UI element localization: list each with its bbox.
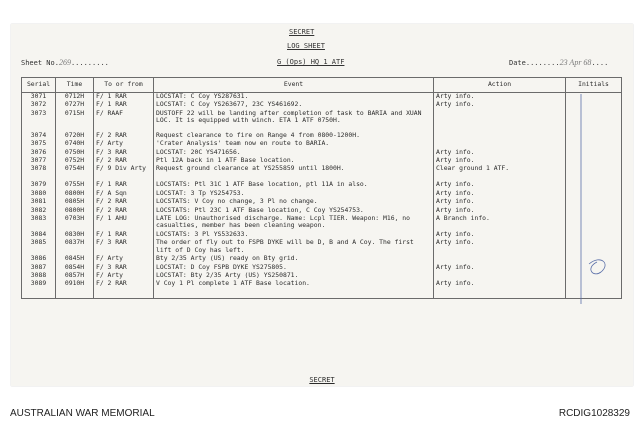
cell-serial: 3075 — [22, 140, 56, 148]
cell-time: 0720H — [56, 132, 94, 140]
col-action: Action — [434, 78, 566, 93]
table-row — [22, 140, 622, 148]
cell-to-from: F/ 1 AHU — [94, 215, 154, 231]
cell-to-from: F/ 1 RAR — [94, 181, 154, 189]
cell-to-from: F/ 2 RAR — [94, 132, 154, 140]
table-row — [22, 215, 622, 231]
log-table — [21, 77, 622, 299]
cell-serial: 3071 — [22, 93, 56, 102]
cell-action: Arty info. — [434, 157, 566, 165]
cell-to-from: F/ 3 RAR — [94, 239, 154, 255]
cell-action — [434, 140, 566, 148]
cell-serial: 3083 — [22, 215, 56, 231]
table-row — [22, 93, 622, 102]
classification-top: SECRET — [289, 28, 315, 36]
cell-serial: 3077 — [22, 157, 56, 165]
col-to-from: To or from — [94, 78, 154, 93]
table-row — [22, 280, 622, 299]
cell-time: 0910H — [56, 280, 94, 299]
cell-time: 0800H — [56, 207, 94, 215]
cell-action: Arty info. — [434, 231, 566, 239]
table-row — [22, 255, 622, 263]
table-row — [22, 231, 622, 239]
cell-event: 'Crater Analysis' team now en route to BARIA. — [154, 140, 434, 148]
cell-time: 0854H — [56, 264, 94, 272]
cell-serial: 3079 — [22, 181, 56, 189]
cell-time: 0754H — [56, 165, 94, 181]
cell-time: 0837H — [56, 239, 94, 255]
table-row — [22, 132, 622, 140]
cell-event: Request clearance to fire on Range 4 from 0800-1200H. — [154, 132, 434, 140]
table-row — [22, 165, 622, 181]
cell-time: 0830H — [56, 231, 94, 239]
cell-action: Arty info. — [434, 198, 566, 206]
cell-to-from: F/ 2 RAR — [94, 280, 154, 299]
cell-to-from: F/ 2 RAR — [94, 198, 154, 206]
cell-event: Bty 2/35 Arty (US) ready on Bty grid. — [154, 255, 434, 263]
table-row — [22, 149, 622, 157]
cell-serial: 3089 — [22, 280, 56, 299]
cell-time: 0750H — [56, 149, 94, 157]
cell-event: V Coy 1 Pl complete 1 ATF Base location. — [154, 280, 434, 299]
cell-to-from: F/ 9 Div Arty — [94, 165, 154, 181]
cell-time: 0727H — [56, 101, 94, 109]
cell-serial: 3084 — [22, 231, 56, 239]
cell-time: 0712H — [56, 93, 94, 102]
cell-time: 0845H — [56, 255, 94, 263]
unit-label: G (Ops) HQ 1 ATF — [277, 58, 345, 66]
cell-event: DUSTOFF 22 will be landing after completion of task to BARIA and XUAN LOC. It is equipped with winch. ETA 1 ATF 0750H. — [154, 110, 434, 132]
cell-action: A Branch info. — [434, 215, 566, 231]
cell-serial: 3074 — [22, 132, 56, 140]
cell-to-from: F/ 1 RAR — [94, 93, 154, 102]
cell-action: Arty info. — [434, 149, 566, 157]
cell-action: Arty info. — [434, 101, 566, 109]
cell-to-from: F/ Arty — [94, 140, 154, 148]
cell-action: Clear ground 1 ATF. — [434, 165, 566, 181]
table-row — [22, 264, 622, 272]
cell-action — [434, 255, 566, 263]
cell-serial: 3086 — [22, 255, 56, 263]
cell-time: 0805H — [56, 198, 94, 206]
cell-action — [434, 110, 566, 132]
caption-source: AUSTRALIAN WAR MEMORIAL — [10, 408, 155, 419]
cell-serial: 3078 — [22, 165, 56, 181]
cell-action: Arty info. — [434, 181, 566, 189]
cell-serial: 3080 — [22, 190, 56, 198]
cell-event: The order of fly out to FSPB DYKE will be D, B and A Coy. The first lift of D Coy has left. — [154, 239, 434, 255]
table-row — [22, 101, 622, 109]
document-title: LOG SHEET — [287, 42, 325, 50]
cell-event: LOCSTATS: V Coy no change, 3 Pl no change. — [154, 198, 434, 206]
cell-time: 0857H — [56, 272, 94, 280]
cell-to-from: F/ 1 RAR — [94, 231, 154, 239]
cell-to-from: F/ 2 RAR — [94, 157, 154, 165]
cell-action: Arty info. — [434, 207, 566, 215]
cell-event: LOCSTAT: C Coy YS263677, 23C YS461692. — [154, 101, 434, 109]
cell-event: Request ground clearance at YS255859 until 1800H. — [154, 165, 434, 181]
handwritten-mark — [571, 94, 631, 314]
cell-event: LOCSTAT: C Coy YS287631. — [154, 93, 434, 102]
cell-action: Arty info. — [434, 93, 566, 102]
table-row — [22, 198, 622, 206]
cell-to-from: F/ 2 RAR — [94, 207, 154, 215]
cell-time: 0752H — [56, 157, 94, 165]
cell-action: Arty info. — [434, 190, 566, 198]
sheet-date: Date........23 Apr 68.... — [509, 58, 609, 67]
cell-serial: 3081 — [22, 198, 56, 206]
cell-event: LATE LOG: Unauthorised discharge. Name: Lcpl TIER. Weapon: M16, no casualties, member has been cleaning weapon. — [154, 215, 434, 231]
cell-time: 0715H — [56, 110, 94, 132]
col-initials: Initials — [566, 78, 622, 93]
cell-to-from: F/ RAAF — [94, 110, 154, 132]
cell-serial: 3082 — [22, 207, 56, 215]
caption-id: RCDIG1028329 — [558, 408, 630, 419]
cell-action: Arty info. — [434, 239, 566, 255]
cell-event: LOCSTAT: 3 Tp YS254753. — [154, 190, 434, 198]
cell-action — [434, 132, 566, 140]
cell-to-from: F/ Arty — [94, 255, 154, 263]
cell-action: Arty info. — [434, 280, 566, 299]
cell-event: LOCSTAT: D Coy FSPB DYKE YS275805. — [154, 264, 434, 272]
cell-to-from: F/ 3 RAR — [94, 264, 154, 272]
cell-time: 0740H — [56, 140, 94, 148]
sheet-number: Sheet No.269......... — [21, 58, 109, 67]
cell-serial: 3085 — [22, 239, 56, 255]
cell-to-from: F/ 3 RAR — [94, 149, 154, 157]
cell-event: LOCSTATS: Ptl 31C 1 ATF Base location, ptl 11A in also. — [154, 181, 434, 189]
cell-serial: 3073 — [22, 110, 56, 132]
cell-action: Arty info. — [434, 264, 566, 272]
cell-action — [434, 272, 566, 280]
cell-event: LOCSTATS: 3 Pl YS532633. — [154, 231, 434, 239]
col-event: Event — [154, 78, 434, 93]
cell-to-from: F/ Arty — [94, 272, 154, 280]
cell-event: LOCSTAT: Bty 2/35 Arty (US) YS250871. — [154, 272, 434, 280]
table-row — [22, 239, 622, 255]
col-serial: Serial — [22, 78, 56, 93]
table-row — [22, 110, 622, 132]
cell-time: 0703H — [56, 215, 94, 231]
cell-event: LOCSTATS: Ptl 23C 1 ATF Base location, C Coy YS254753. — [154, 207, 434, 215]
classification-bottom: SECRET — [309, 376, 335, 384]
cell-event: LOCSTAT: 20C YS471656. — [154, 149, 434, 157]
cell-serial: 3088 — [22, 272, 56, 280]
cell-serial: 3076 — [22, 149, 56, 157]
table-row — [22, 157, 622, 165]
table-row — [22, 207, 622, 215]
table-row — [22, 190, 622, 198]
cell-to-from: F/ A Sqn — [94, 190, 154, 198]
cell-time: 0800H — [56, 190, 94, 198]
cell-serial: 3072 — [22, 101, 56, 109]
table-header-row — [22, 78, 622, 93]
table-row — [22, 181, 622, 189]
col-time: Time — [56, 78, 94, 93]
cell-time: 0755H — [56, 181, 94, 189]
cell-to-from: F/ 1 RAR — [94, 101, 154, 109]
cell-serial: 3087 — [22, 264, 56, 272]
log-sheet — [11, 24, 633, 386]
cell-event: Ptl 12A back in 1 ATF Base location. — [154, 157, 434, 165]
table-row — [22, 272, 622, 280]
